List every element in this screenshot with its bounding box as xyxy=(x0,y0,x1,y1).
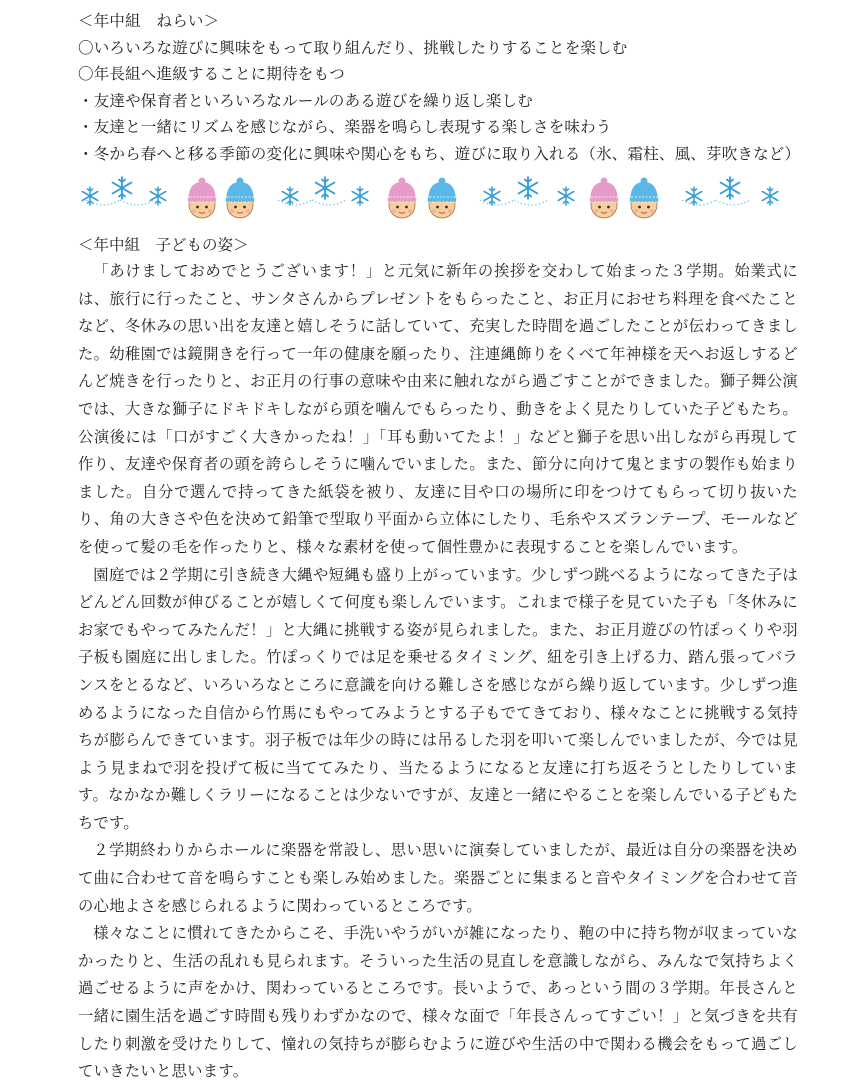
paragraph: ２学期終わりからホールに楽器を常設し、思い思いに演奏していましたが、最近は自分の楽器を決めて曲に合わせて音を鳴らすことも楽しみ始めました。楽器ごとに集まると音やタイミングを合わせて音の心地よさを感じられるように関わっているところです。 xyxy=(78,841,798,915)
snowflake-icon xyxy=(558,187,574,205)
snowflake-icon xyxy=(316,177,335,199)
aims-item: ・友達や保育者といろいろなルールのある遊びを繰り返し楽しむ xyxy=(78,91,533,110)
snowflake-icon xyxy=(519,177,538,199)
snowflake-group xyxy=(480,177,574,205)
child-pink-hat-icon xyxy=(188,178,217,219)
snowflake-group xyxy=(278,177,368,205)
snowflake-icon xyxy=(150,187,166,205)
snowflake-icon xyxy=(82,187,98,205)
child-blue-hat-icon xyxy=(630,178,659,219)
aims-item: 〇年長組へ進級することに期待をもつ xyxy=(78,65,345,83)
snowflake-group xyxy=(682,177,778,205)
child-pink-hat-icon xyxy=(388,178,417,219)
snowflake-icon xyxy=(282,187,298,205)
aims-section xyxy=(78,8,858,167)
paragraph: 園庭では２学期に引き続き大縄や短縄も盛り上がっています。少しずつ跳べるようになってきた子はどんどん回数が伸びることが嬉しくて何度も楽しんでいます。これまで様子を見ていた子も「冬休みにお家でもやってみたんだ！」と大縄に挑戦する姿が見られました。また、お正月遊びの竹ぽっくりや羽子板も園庭に出しました。竹ぽっくりでは足を乗せるタイミング、紐を引き上げる力、踏ん張ってバランスをとるなど、いろいろなところに意識を向ける難しさを感じながら繰り返しています。少しずつ進めるようになった自信から竹馬にもやってみようとする子もでてきており、様々なことに挑戦する気持ちが膨らんできています。羽子板では年少の時には吊るした羽を叩いて楽しんでいましたが、今では見よう見まねで羽を投げて板に当ててみたり、当たるようになると友達に打ち返そうとしたりしています。なかなか難しくラリーになることは少ないですが、友達と一緒にやることを楽しんでいる子どもたちです。 xyxy=(78,565,798,832)
snowflake-icon xyxy=(762,187,778,205)
children-section xyxy=(78,232,798,1086)
snowflake-icon xyxy=(113,177,132,199)
decorative-divider xyxy=(80,172,790,232)
child-blue-hat-icon xyxy=(226,178,255,219)
aims-item: 〇いろいろな遊びに興味をもって取り組んだり、挑戦したりすることを楽しむ xyxy=(78,38,628,57)
aims-heading: ＜年中組 ねらい＞ xyxy=(78,12,220,30)
children-heading: ＜年中組 子どもの姿＞ xyxy=(78,236,249,254)
paragraph: 「あけましておめでとうございます！」と元気に新年の挨拶を交わして始まった３学期。始業式には、旅行に行ったこと、サンタさんからプレゼントをもらったこと、お正月におせち料理を食べたことなど、冬休みの思い出を友達と嬉しそうに話していて、充実した時間を過ごしたことが伝わってきました。幼稚園では鏡開きを行って一年の健康を願ったり、注連縄飾りをくべて年神様を天へお返しするどんど焼きを行ったりと、お正月の行事の意味や由来に触れながら過ごすことができました。獅子舞公演では、大きな獅子にドキドキしながら頭を噛んでもらったり、動きをよく見たりしていた子どもたち。公演後には「口がすごく大きかったね！」「耳も動いてたよ！」などと獅子を思い出しながら再現して作り、友達や保育者の頭を誇らしそうに噛んでいました。また、節分に向けて鬼とますの製作も始まりました。自分で選んで持ってきた紙袋を被り、友達に目や口の場所に印をつけてもらって切り抜いたり、角の大きさや色を決めて鉛筆で型取り平面から立体にしたり、毛糸やスズランテープ、モールなどを使って髪の毛を作ったりと、様々な素材を使って個性豊かに表現することを楽しんでいます。 xyxy=(78,262,798,556)
aims-item: ・友達と一緒にリズムを感じながら、楽器を鳴らし表現する楽しさを味わう xyxy=(78,118,612,136)
child-pink-hat-icon xyxy=(590,178,619,219)
snowflake-group xyxy=(82,177,166,205)
child-blue-hat-icon xyxy=(428,178,457,219)
snowflake-icon xyxy=(484,187,500,205)
snowflake-icon xyxy=(721,177,740,199)
paragraph: 様々なことに慣れてきたからこそ、手洗いやうがいが雑になったり、鞄の中に持ち物が収まっていなかったりと、生活の乱れも見られます。そういった生活の見直しを意識しながら、みんなで気持ちよく過ごせるように声をかけ、関わっているところです。長いようで、あっという間の３学期。年長さんと一緒に園生活を過ごす時間も残りわずかなので、様々な面で「年長さんってすごい！」と気づきを共有したり刺激を受けたりして、憧れの気持ちが膨らむように遊びや生活の中で関わる機会をもって過ごしていきたいと思います。 xyxy=(78,924,798,1081)
aims-item: ・冬から春へと移る季節の変化に興味や関心をもち、遊びに取り入れる（氷、霜柱、風、芽吹きなど） xyxy=(78,144,801,163)
snowflake-icon xyxy=(352,187,368,205)
snowflake-icon xyxy=(686,187,702,205)
